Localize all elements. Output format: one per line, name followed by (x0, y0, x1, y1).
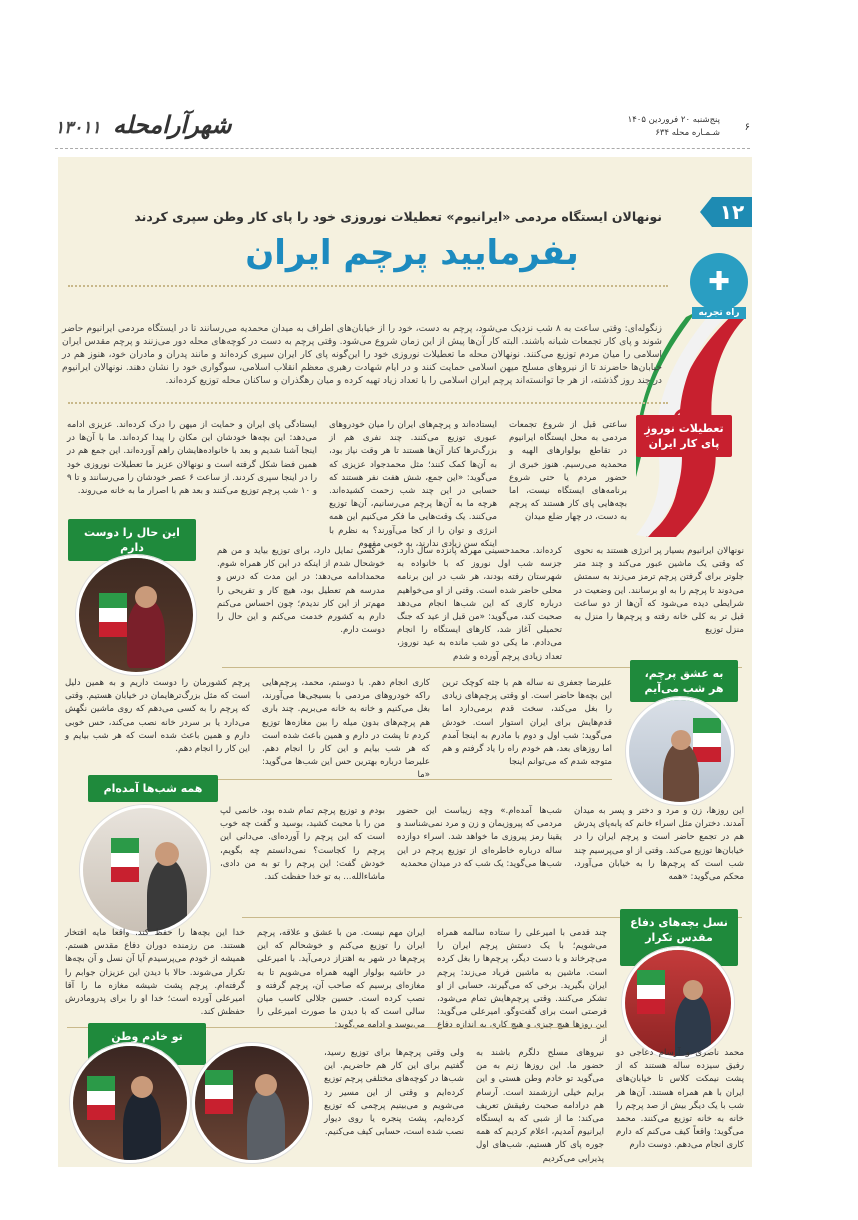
photo-friend-2 (192, 1043, 312, 1163)
logo-text: شهرآرامحله (113, 110, 232, 139)
section-label-homeland-servant: تو خادم وطن (88, 1023, 206, 1065)
section6-column-2: نیروهای مسلح دلگرم باشند به حضور ما. این روزها زنم به من می‌گوید تو خادم وطن هستی و این برایم خیلی ارزشمند است. آرسام هم درادامه صحبت رفیقش تعریف می‌کند: ما از شبی که به ایستگاه ایرانیوم آمدیم، اعلام کردیم که همه جوره پای کار هستیم. شب‌های اول پذیرایی می‌کردیم (476, 1048, 604, 1164)
section6-column-3: ولی وقتی پرچم‌ها برای توزیع رسید، گفتیم برای این کار هم حاضریم. این شب‌ها در کوچه‌های مختلفی پرچم توزیع کرده‌ایم و وقتی از این مسیر رد می‌شویم و می‌بینیم پرچمی که توزیع کرده‌ایم، پشت پنجره یا روی دیوار نصب شده است، حسابی کیف می‌کنیم. (324, 1048, 464, 1138)
section6-column-1: محمد ناصری و آرسام دعاجی دو رفیق سیزده ساله هستند که از پشت نیمکت کلاس تا خیابان‌های ایران با هم همراه هستند. آن‌ها هر شب با یک دیگر بیش از صد پرچم را خانه به خانه توزیع می‌کنند. محمد می‌گوید: واقعاً کیف می‌کنم که دارم کاری انجام می‌دهم. دوست دارم (616, 1048, 744, 1151)
title-divider (68, 285, 668, 287)
section4-column-3: بودم و توزیع پرچم تمام شده بود، خانمی لپ من را با محبت کشید، بوسید و گفت چه خوب است که این پرچم را آورده‌ای. می‌دانی این پرچم را کجاست؟ نمی‌دانستم چه بگویم، خودش گفت: این پرچم را تو به من دادی، ماشاءالله... به تو خدا حفظت کند. (220, 806, 385, 883)
article-title: بفرمایید پرچم ایران (245, 233, 579, 273)
section1-column-3: ایستادگی پای ایران و حمایت از میهن را درک کرده‌اند. عزیزی ادامه می‌دهد: این بچه‌ها خودشان این مکان را پیدا کرده‌اند. ما با آن‌ها در اینجا آشنا شدیم و بعد با خانواده‌هایشان راهم آورده‌اند. این جمع هم در همین فضا شکل گرفته است و نونهالان عزیز ما تعطیلات نوروزی خود را در اینجا سپری کردند. از ساعت ۶ عصر خودشان را می‌رسانند و تا ۹ و ۱۰ شب پرچم توزیع می‌کنند و بعد هم با اصرار ما به خانه می‌روند. (67, 420, 317, 497)
page-header (55, 110, 750, 150)
section5-column-1: چند قدمی با امیرعلی را ستاده سالمه همراه می‌شویم؛ با یک دستش پرچم ایران را می‌چرخاند و با دست دیگر، پرچم‌ها را بغل کرده است. ماشین به ماشین فریاد می‌زند: پرچم ایران بگیرید. برخی که می‌گیرند، حسابی از او تشکر می‌کنند. وقتی پرچم‌هایش تمام می‌شود، فرصتی است برای گفت‌وگو. امیرعلی می‌گوید: این روزها هیچ چیزی و هیچ کاری به اندازه دفاع از (437, 928, 607, 1044)
section2-column-1: نونهالان ایرانیوم بسیار پر انرژی هستند به نحوی که وقتی یک ماشین عبور می‌کند و چند متر جلوتر برای گرفتن پرچم ترمز می‌زند به سمتش می‌دوند تا پرچم را به او برسانند. این وضعیت در شرایطی دیده می‌شود که آن‌ها از دو ساعت قبل تر به کلی خانه رفته و پرچم‌ها را منزل به منزل توزیع (574, 546, 744, 636)
section4-column-1: این روزها، زن و مرد و دختر و پسر به میدان آمدند. دختران مثل اسراء خانم که پابه‌پای پدرش هم در تجمع حاضر است و پرچم ایران را در خیابان‌ها توزیع می‌کند. وقتی از او می‌پرسیم چند شب است که پرچم‌ها را به خیابان می‌آورد، محکم می‌گوید: «همه (574, 806, 744, 883)
issue-date: پنج‌شنبه ۲۰ فروردین ۱۴۰۵ (627, 115, 720, 125)
puzzle-icon: ✚ (690, 253, 748, 311)
section-label-love-feeling: این حال را دوست دارم (68, 519, 196, 561)
section2-column-3: هرکسی تمایل دارد، برای توزیع بیاید و من هم خوشحال شدم از اینکه در این کار همراه شوم. محمدادامه می‌دهد: در این مدت که درس و مدرسه هم تعطیل بود، هیچ کار و تفریحی را مهم‌تر از این کار ندیدم؛ چون احساس می‌کنم دارم به کشورم خدمت می‌کنم و این حال را دوست دارم. (217, 546, 385, 636)
header-divider (55, 148, 750, 149)
section5-column-3: خدا این بچه‌ها را حفظ کند. واقعا مایه افتخار هستند. من رزمنده دوران دفاع مقدس هستم. همیشه از خودم می‌پرسیدم آیا آن نسل و آن بچه‌ها تکرار می‌شوند. حالا با دیدن این عزیزان جوابم را گرفته‌ام. پرچم پشت شیشه مغازه ما را آقا امیرعلی آورده است؛ خدا او را برای پدرومادرش حفظش کند. (65, 928, 245, 1018)
date-block (628, 114, 720, 140)
issue-number: شـمـاره محله ۶۳۴ (655, 128, 720, 138)
article-panel (58, 157, 752, 1167)
section3-column-3: پرچم کشورمان را دوست داریم و به همین دلیل است که مثل بزرگ‌ترهایمان در خیابان هستیم. وقتی که پرچم را به کسی می‌دهم که روی ماشین نگهش می‌دارد یا بر سردر خانه نصب می‌کند، حس خوبی دارم و همین باعث شده است که هر شب بیایم و این کار را انجام دهم. (65, 678, 250, 755)
magazine-logo (55, 110, 232, 139)
photo-boy-amirali (622, 947, 734, 1059)
intro-divider (68, 402, 668, 404)
section-label-nowruz: تعطیلات نوروزِ پای کار ایران (636, 415, 732, 457)
section-label-every-night: همه شب‌ها آمده‌ام (88, 775, 218, 802)
photo-friend-1 (70, 1043, 190, 1163)
logo-number: ۱۳۰۱۱ (55, 118, 101, 138)
photo-girl-with-flag (80, 805, 210, 935)
photo-boy-with-flag (76, 555, 196, 675)
experience-tag: راه تجربه (692, 307, 746, 319)
section4-column-2: شب‌ها آمده‌ام.» وچه زیباست این حضور مردمی که پیروزیمان و زن و مرد نمی‌شناسد و یقینا رمز پیروزی ما خواهد شد. اسراء دوازده ساله درباره خاطره‌ای از توزیع پرچم در این شب‌ها می‌گوید: یک شب که در میدان محمدیه (397, 806, 562, 869)
section5-column-2: ایران مهم نیست. من با عشق و علاقه، پرچم ایران را توزیع می‌کنم و خوشحالم که این پرچم‌ها در شهر به اهتزاز درمی‌آید. با امیرعلی در حاشیه بولوار الهیه همراه می‌شویم تا به مغازه‌ای برسیم که صاحب آن، پرچم گرفته و نصب کرده است. حسین جلالی کاسب میان سالی است که با دیدن ما صورت امیرعلی را می‌بوسد و ادامه می‌گوید: (257, 928, 425, 1031)
page-number: ۶ (744, 122, 750, 133)
section1-column-1: ساعتی قبل از شروع تجمعات مردمی به محل ایستگاه ایرانیوم در تقاطع بولوارهای الهیه و محمدیه می‌رسیم. هنوز خبری از حضور مردم یا حتی شروع برنامه‌های ایستگاه نیست، اما بچه‌هایی پای کار هستند که پرچم به دست، در چهار ضلع میدان (509, 420, 627, 523)
section-number-badge (712, 197, 752, 227)
section1-column-2: ایستاده‌اند و پرچم‌های ایران را میان خودروهای عبوری توزیع می‌کنند. چند نفری هم از بزرگ‌ترها کنار آن‌ها هستند تا هر وقت نیاز بود، به آن‌ها کمک کنند؛ مثل محمدجواد عزیزی که می‌گوید: «این جمع، شش هفت نفر هستند که حسابی در این چند شب زحمت کشیده‌اند. هرچه ما به آن‌ها پرچم می‌رسانیم، آن‌ها توزیع می‌کنند. یک وقت‌هایی ما فکر می‌کنیم این همه انرژی و توان را از کجا می‌آورند؟ به نظرم با اینکه سن زیادی ندارند، به خوبی مفهوم (329, 420, 497, 549)
section-label-love-flag: به عشق پرچم، هر شب می‌آیم (630, 660, 738, 702)
article-intro: زنگوله‌ای: وقتی ساعت به ۸ شب نزدیک می‌شود، پرچم به دست، خود را از خیابان‌های اطراف به میدان محمدیه می‌رسانند تا در ایستگاه مردمی ایرانیوم حاضر شوند و پای کار تجمعات شبانه باشند. البته کار آن‌ها پیش از این زمان شروع می‌شود. وقتی پرچم به دست در کوچه‌های محله دور می‌زنند و پرچم مقدس ایران اسلامی را میان مردم توزیع می‌کنند. نونهالان محله ما تعطیلات نوروزی خود را این‌گونه پای کار ایران سپری کرده‌اند و مانند پدران و مادران خود، هنوز هم در خیابان‌ها حاضرند تا از نیروهای مسلح میهن اسلامی حمایت کنند و در ایام شهادت رهبری معظم انقلاب اسلامی، سوگواری خود را نشان دهند. نونهالان ایرانیوم در چند روز گذشته، از هر جا توانسته‌اند پرچم ایران اسلامی را با تعداد زیاد تهیه کرده و میان رهگذران و ساکنان محله توزیع کرده‌اند. (62, 323, 662, 386)
photo-small-boy (626, 697, 734, 805)
section3-column-1: علیرضا جعفری نه ساله هم با جثه کوچک ترین این بچه‌ها حاضر است. او وقتی پرچم‌های زیادی را بغل می‌کند، سخت قدم برمی‌دارد اما قدم‌هایش برای ایران استوار است. خودش می‌گوید: شب اول و دوم با مادرم به اینجا آمدم اما روزهای بعد، هم خودم راه را یاد گرفتم و هم متوجه شدم که می‌توانم اینجا (442, 678, 612, 768)
section-number: ۱۲ (719, 200, 745, 224)
section-label-new-generation: نسل بچه‌های دفاع مقدس تکرار (620, 909, 738, 966)
section3-column-2: کاری انجام دهم. با دوستم، محمد، پرچم‌هایی راکه خودروهای مردمی با بسیجی‌ها می‌آورند، بغل می‌کنیم و خانه به خانه می‌بریم. چند باری هم پرچم‌های بدون میله را بین مغازه‌ها توزیع کردم تا پشت در دارم و همین باعث شده است که هر شب بیایم و این کار را انجام دهم. علیرضا درباره بهترین حس این شب‌ها می‌گوید: «ما (262, 678, 430, 781)
article-subtitle: نونهالان ایستگاه مردمی «ایرانیوم» تعطیلات نوروزی خود را پای کار وطن سپری کردند (134, 209, 662, 224)
section2-column-2: کرده‌اند. محمدحسینی مهرکه پانزده سال دارد، جزسه شب اول نوروز که با خانواده به شهرستان رفته بودند، هر شب در این برنامه محلی حاضر شده است. وقتی از او می‌خواهیم درباره کاری که این شب‌ها انجام می‌دهد صحبت کند، می‌گوید: «من قبل از عید که جنگ تحمیلی آغاز شد، کارهای ایستگاه را انجام می‌دادم. ما یکی دو شب مانده به عید نوروز، تعداد زیادی پرچم آورده و شدم (397, 546, 562, 662)
